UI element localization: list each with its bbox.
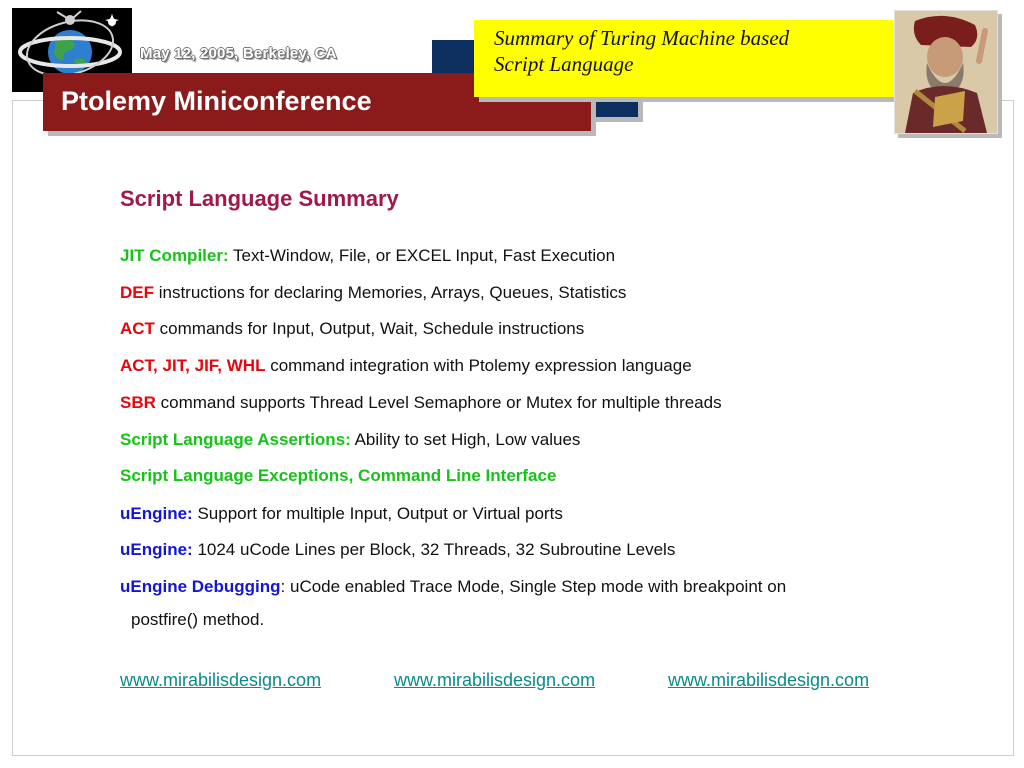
- summary-item-uengine-ucode: [120, 540, 675, 560]
- website-link-2[interactable]: www.mirabilisdesign.com: [394, 670, 596, 690]
- ptolemy-portrait-icon: [894, 10, 998, 134]
- callout-line-1: Summary of Turing Machine based: [494, 26, 790, 50]
- item-text: 1024 uCode Lines per Block, 32 Threads, 32 Subroutine Levels: [192, 540, 676, 559]
- summary-item-act-jit-jif-whl: [120, 356, 692, 376]
- summary-item-act: [120, 319, 584, 339]
- summary-item-uengine-ports: [120, 504, 563, 524]
- item-text: Text-Window, File, or EXCEL Input, Fast Execution: [228, 246, 616, 265]
- item-text: : uCode enabled Trace Mode, Single Step mode with breakpoint on: [280, 577, 787, 596]
- item-keyword: Script Language Assertions:: [120, 430, 351, 449]
- item-keyword: uEngine Debugging: [120, 577, 281, 596]
- item-text: command integration with Ptolemy expression language: [265, 356, 692, 375]
- summary-item-def: [120, 283, 626, 303]
- item-keyword: SBR: [120, 393, 156, 412]
- item-text: command supports Thread Level Semaphore or Mutex for multiple threads: [155, 393, 722, 412]
- item-text: Support for multiple Input, Output or Virtual ports: [192, 504, 563, 523]
- item-keyword: uEngine:: [120, 540, 193, 559]
- item-text: Ability to set High, Low values: [350, 430, 581, 449]
- item-keyword: DEF: [120, 283, 154, 302]
- callout-box: [474, 20, 894, 97]
- item-text: commands for Input, Output, Wait, Schedule instructions: [154, 319, 585, 338]
- summary-item-assertions: [120, 430, 580, 450]
- summary-item-sbr: [120, 393, 722, 413]
- slide-title: Script Language Summary: [120, 186, 399, 211]
- summary-item-jit-compiler: [120, 246, 615, 266]
- item-keyword: ACT: [120, 319, 155, 338]
- summary-item-exceptions: [120, 466, 556, 486]
- item-text: instructions for declaring Memories, Arrays, Queues, Statistics: [154, 283, 627, 302]
- item-keyword: ACT, JIT, JIF, WHL: [120, 356, 266, 375]
- banner-title: Ptolemy Miniconference: [61, 86, 372, 116]
- summary-item-continuation: postfire() method.: [131, 610, 265, 629]
- date-location: May 12, 2005, Berkeley, CA: [140, 45, 337, 62]
- website-link-1[interactable]: www.mirabilisdesign.com: [120, 670, 322, 690]
- item-keyword: uEngine:: [120, 504, 193, 523]
- item-keyword: Script Language Exceptions, Command Line Interface: [120, 466, 557, 485]
- item-keyword: JIT Compiler:: [120, 246, 229, 265]
- callout-line-2: Script Language: [494, 52, 634, 76]
- website-link-3[interactable]: www.mirabilisdesign.com: [668, 670, 870, 690]
- summary-item-uengine-debugging: [120, 577, 786, 597]
